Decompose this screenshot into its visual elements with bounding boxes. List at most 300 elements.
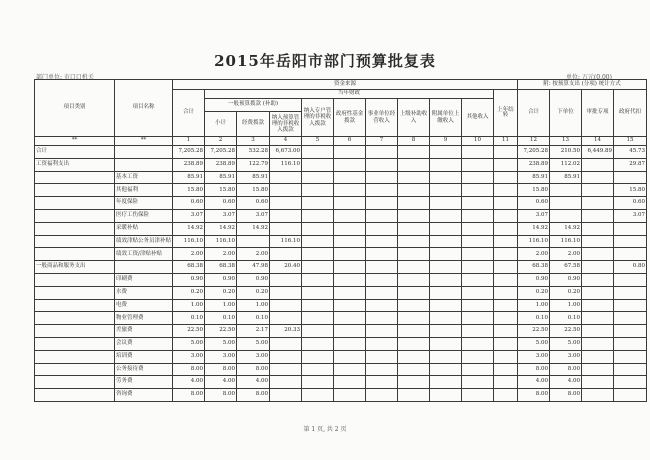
table-cell [398,235,430,248]
table-cell [334,158,366,171]
table-cell [302,312,334,325]
table-cell [270,312,302,325]
table-cell [334,325,366,338]
row-item-name: 水费 [115,286,173,299]
row-item-name: 绩效工资/津贴补贴 [115,248,173,261]
column-number: 2 [205,137,237,146]
table-cell [334,376,366,389]
table-cell [270,376,302,389]
table-cell: 8.00 [518,389,550,402]
table-row [35,197,647,210]
header-total: 合计 [173,90,205,137]
table-cell [494,273,518,286]
table-cell: 0.10 [173,312,205,325]
table-cell [494,235,518,248]
table-cell: 2.00 [237,248,270,261]
table-cell [494,325,518,338]
table-cell: 116.10 [270,235,302,248]
table-cell: 3.07 [237,209,270,222]
row-item-name: 差旅费 [115,325,173,338]
row-item-name: 物业管理费 [115,312,173,325]
table-cell [398,337,430,350]
table-cell: 7,205.28 [173,146,205,159]
table-cell [398,158,430,171]
header-right-group: 附: 按预算支出 (分项) 统计方式 [518,80,647,90]
table-cell: 116.10 [173,235,205,248]
table-cell [550,209,582,222]
table-cell: 8.00 [550,389,582,402]
table-cell: 15.80 [614,184,647,197]
table-cell [270,197,302,210]
table-cell [430,235,462,248]
row-category [35,209,115,222]
table-cell [582,209,614,222]
page-title: 2015年岳阳市部门预算批复表 [214,52,436,70]
table-cell: 1.00 [173,299,205,312]
table-cell: 0.10 [205,312,237,325]
table-cell: 14.92 [173,222,205,235]
table-cell: 7,205.28 [205,146,237,159]
table-cell [334,248,366,261]
table-cell [270,350,302,363]
table-row [35,158,647,171]
table-cell: 5.00 [205,337,237,350]
table-cell [430,184,462,197]
row-category [35,197,115,210]
table-cell: 116.10 [550,235,582,248]
table-cell [398,222,430,235]
table-cell: 85.91 [205,171,237,184]
table-cell [582,273,614,286]
table-cell: 8.00 [173,389,205,402]
table-cell: 3.07 [205,209,237,222]
department-label: 部门单位: 市口口机关 [36,74,94,81]
table-cell [494,286,518,299]
unit-label: 单位: 万元(0.00) [566,74,612,81]
table-cell: 0.10 [518,312,550,325]
table-cell: 5.00 [173,337,205,350]
table-cell [430,222,462,235]
table-cell: 8.00 [205,389,237,402]
table-cell: 0.80 [614,261,647,274]
table-cell: 4.00 [518,376,550,389]
table-cell [334,222,366,235]
table-row [35,273,647,286]
table-cell: 85.91 [550,171,582,184]
table-cell [430,350,462,363]
column-number: ** [115,137,173,146]
table-cell [398,389,430,402]
table-cell [462,286,494,299]
table-cell [494,158,518,171]
table-row [35,299,647,312]
table-cell [462,209,494,222]
table-cell [334,312,366,325]
table-cell [302,248,334,261]
column-number: 7 [366,137,398,146]
table-cell: 8.00 [205,363,237,376]
column-number: 1 [173,137,205,146]
table-cell [462,376,494,389]
table-cell: 14.92 [518,222,550,235]
header-gov-fund: 政府性基金拨款 [334,99,366,137]
table-cell [237,235,270,248]
table-cell [582,158,614,171]
table-cell [582,248,614,261]
column-number: 9 [430,137,462,146]
header-funding-source: 资金来源 [173,80,518,90]
table-cell [494,261,518,274]
table-cell: 15.80 [518,184,550,197]
table-cell: 0.20 [518,286,550,299]
table-row [35,222,647,235]
table-cell [270,389,302,402]
column-number: 5 [302,137,334,146]
row-category [35,299,115,312]
header-project-category: 项目类别 [35,80,115,137]
table-cell [462,146,494,159]
table-cell: 14.92 [237,222,270,235]
table-cell [302,197,334,210]
table-cell: 4.00 [237,376,270,389]
table-cell [430,209,462,222]
header-prior-balance: 附属单位上缴收入 [430,99,462,137]
row-category: 合计 [35,146,115,159]
row-item-name: 咨询费 [115,389,173,402]
row-item-name [115,261,173,274]
table-cell [494,389,518,402]
table-cell [398,146,430,159]
table-cell [398,209,430,222]
table-row [35,146,647,159]
table-cell [366,299,398,312]
row-category [35,222,115,235]
table-cell: 2.00 [205,248,237,261]
table-cell [270,363,302,376]
table-cell [614,325,647,338]
table-cell: 85.91 [518,171,550,184]
column-number: 12 [518,137,550,146]
table-cell: 45.73 [614,146,647,159]
table-cell [366,286,398,299]
table-cell: 8.00 [237,389,270,402]
table-cell: 2.00 [550,248,582,261]
row-category [35,363,115,376]
row-category [35,350,115,363]
table-cell: 4.00 [173,376,205,389]
table-cell: 0.60 [518,197,550,210]
table-cell: 6,449.89 [582,146,614,159]
table-cell: 8.00 [518,363,550,376]
table-cell [430,325,462,338]
header-right-special: 审批专项 [582,90,614,137]
table-cell [302,171,334,184]
table-cell: 0.90 [205,273,237,286]
header-right-total: 合计 [518,90,550,137]
table-cell [494,299,518,312]
table-cell [302,376,334,389]
table-cell [302,299,334,312]
row-item-name: 劳务费 [115,376,173,389]
table-cell [430,389,462,402]
row-category [35,273,115,286]
table-cell [430,146,462,159]
table-cell [582,184,614,197]
table-cell: 68.38 [173,261,205,274]
row-category: 工资福利支出 [35,158,115,171]
table-cell: 67.58 [550,261,582,274]
table-cell [334,389,366,402]
table-cell [462,197,494,210]
table-row [35,350,647,363]
column-number-row [35,137,647,146]
table-cell [462,261,494,274]
table-cell: 238.89 [518,158,550,171]
table-cell: 1.00 [237,299,270,312]
table-cell [334,184,366,197]
table-cell [270,299,302,312]
table-cell [462,184,494,197]
table-cell: 116.10 [518,235,550,248]
table-cell [462,312,494,325]
table-cell [302,350,334,363]
table-cell [582,286,614,299]
table-cell [550,184,582,197]
table-cell [366,222,398,235]
row-item-name: 电费 [115,299,173,312]
table-cell: 0.20 [173,286,205,299]
table-cell: 14.92 [550,222,582,235]
table-cell [494,171,518,184]
table-cell [582,222,614,235]
table-cell [582,171,614,184]
table-cell [430,286,462,299]
table-cell [270,209,302,222]
table-cell [366,376,398,389]
table-cell [270,184,302,197]
row-category [35,337,115,350]
table-cell [614,248,647,261]
table-cell [302,235,334,248]
table-cell [494,222,518,235]
table-cell [582,337,614,350]
table-cell [334,197,366,210]
table-cell [366,235,398,248]
table-cell [614,235,647,248]
header-general-budget: 一般预算拨款 (补助) [205,99,302,112]
table-cell [398,350,430,363]
table-cell: 14.92 [205,222,237,235]
table-cell: 1.00 [205,299,237,312]
table-cell: 3.00 [173,350,205,363]
table-cell: 3.07 [614,209,647,222]
header-right-dept: 下单位 [550,90,582,137]
column-number: 8 [398,137,430,146]
row-item-name: 绩效津贴公务员津补贴 [115,235,173,248]
row-category [35,389,115,402]
table-row [35,325,647,338]
table-cell: 2.00 [173,248,205,261]
table-cell [366,261,398,274]
table-cell: 210.50 [550,146,582,159]
table-cell [614,299,647,312]
table-cell [582,235,614,248]
table-row [35,337,647,350]
table-row [35,209,647,222]
table-cell: 20.33 [270,325,302,338]
table-cell [494,363,518,376]
table-cell [366,248,398,261]
row-item-name: 培训费 [115,350,173,363]
table-cell: 3.00 [550,350,582,363]
table-cell: 22.50 [205,325,237,338]
table-cell [398,273,430,286]
table-cell [614,286,647,299]
table-cell: 0.90 [518,273,550,286]
table-cell: 116.10 [205,235,237,248]
table-cell [614,222,647,235]
table-cell: 15.80 [173,184,205,197]
table-cell: 3.07 [173,209,205,222]
table-cell: 0.60 [205,197,237,210]
table-cell: 8.00 [550,363,582,376]
table-cell [582,325,614,338]
table-cell [494,337,518,350]
header-public-budget: 经费拨款 [237,112,270,137]
row-category [35,312,115,325]
table-cell: 5.00 [237,337,270,350]
row-category [35,376,115,389]
table-cell [366,273,398,286]
table-cell [366,312,398,325]
table-cell [366,146,398,159]
table-cell: 4.00 [205,376,237,389]
table-cell: 1.00 [550,299,582,312]
table-cell [302,273,334,286]
table-cell: 3.07 [518,209,550,222]
table-cell [462,273,494,286]
table-cell [462,325,494,338]
table-cell [494,312,518,325]
table-cell [398,363,430,376]
row-item-name: 会议费 [115,337,173,350]
table-cell [462,235,494,248]
header-unit-fund: 事业单位经营收入 [366,99,398,137]
row-item-name [115,146,173,159]
table-cell [334,209,366,222]
table-cell [582,350,614,363]
table-cell [398,299,430,312]
table-cell: 68.38 [518,261,550,274]
table-cell [462,171,494,184]
table-cell [430,376,462,389]
table-cell: 20.40 [270,261,302,274]
table-cell [334,171,366,184]
table-cell [302,158,334,171]
table-row [35,171,647,184]
table-cell: 112.02 [550,158,582,171]
table-cell [614,273,647,286]
table-cell: 22.50 [173,325,205,338]
table-cell [582,312,614,325]
table-cell [494,376,518,389]
table-cell: 532.28 [237,146,270,159]
column-number: 15 [614,137,647,146]
table-cell: 47.98 [237,261,270,274]
table-cell: 8.00 [237,363,270,376]
row-item-name [115,158,173,171]
table-cell: 3.00 [518,350,550,363]
table-cell [398,312,430,325]
column-number: 11 [494,137,518,146]
table-cell: 0.10 [550,312,582,325]
table-cell [366,209,398,222]
table-cell [398,248,430,261]
table-cell: 29.87 [614,158,647,171]
table-cell: 68.38 [205,261,237,274]
table-cell: 15.80 [237,184,270,197]
header-current-year-fiscal: 当年财政 [205,90,494,99]
table-cell [582,363,614,376]
table-cell [302,286,334,299]
table-cell [398,171,430,184]
table-cell [270,286,302,299]
header-subsidy-income: 纳入预算管理的非税收入拨款 [270,112,302,137]
table-row [35,363,647,376]
row-category [35,184,115,197]
table-cell: 4.00 [550,376,582,389]
table-cell: 0.60 [173,197,205,210]
table-cell [334,261,366,274]
table-cell: 2.00 [518,248,550,261]
table-cell [366,325,398,338]
header-right-gov-proc: 政府代扣 [614,90,647,137]
row-category: 一般商品和服务支出 [35,261,115,274]
table-cell [366,350,398,363]
table-row [35,286,647,299]
table-cell [582,197,614,210]
row-item-name: 基本工资 [115,171,173,184]
header-other-income: 其他收入 [462,99,494,137]
row-category [35,235,115,248]
row-category [35,286,115,299]
table-cell [582,261,614,274]
table-cell [302,184,334,197]
table-row [35,261,647,274]
table-cell: 15.80 [205,184,237,197]
column-number: 6 [334,137,366,146]
table-cell [366,337,398,350]
row-item-name: 公务接待费 [115,363,173,376]
table-cell [302,363,334,376]
table-cell: 3.00 [205,350,237,363]
table-row [35,184,647,197]
table-cell [550,197,582,210]
row-item-name: 其他福利 [115,184,173,197]
table-cell [302,261,334,274]
header-last-year-balance: 上年结转 [494,90,518,137]
table-cell: 3.00 [237,350,270,363]
table-cell [398,197,430,210]
table-row [35,248,647,261]
table-cell [462,337,494,350]
row-category [35,248,115,261]
table-cell: 0.20 [550,286,582,299]
table-cell [302,209,334,222]
table-cell [582,299,614,312]
table-cell: 5.00 [550,337,582,350]
table-cell [398,286,430,299]
